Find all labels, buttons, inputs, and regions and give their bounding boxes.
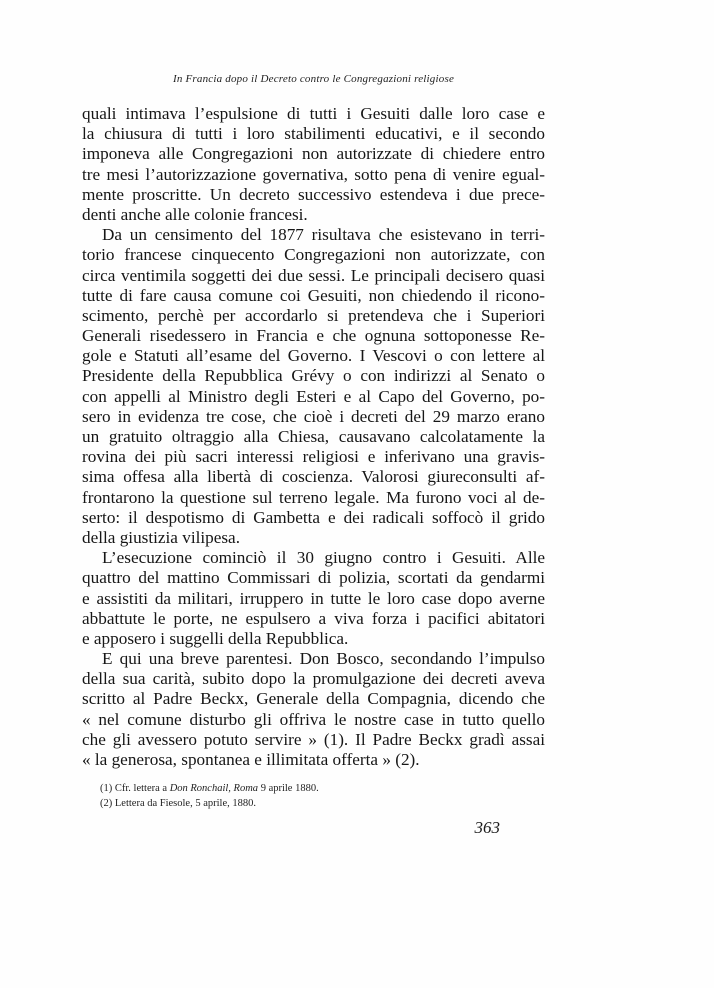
footnotes [100, 781, 520, 811]
text-line: E qui una breve parentesi. Don Bosco, secondando l’impulso [102, 649, 545, 669]
text-line: abbattute le porte, ne espulsero a viva forza i pacifici abitatori [82, 608, 545, 628]
text-line: con appelli al Ministro degli Esteri e al Capo del Governo, po- [82, 386, 545, 406]
text-line: della sua carità, subito dopo la promulgazione dei decreti aveva [82, 669, 545, 689]
text-line: e apposero i suggelli della Repubblica. [82, 628, 349, 648]
text-line: scritto al Padre Beckx, Generale della Compagnia, dicendo che [82, 689, 545, 709]
footnote-text-end: 9 aprile 1880. [258, 783, 319, 794]
text-line: Generali risedessero in Francia e che ognuna sottoponesse Re- [82, 326, 545, 346]
text-line: e assistiti da militari, irruppero in tutte le loro case dopo averne [82, 588, 545, 608]
footnote-text: Lettera da Fiesole, 5 aprile, 1880. [114, 798, 256, 809]
text-line: sero in evidenza tre cose, che cioè i decreti del 29 marzo erano [82, 406, 545, 426]
text-line: « nel comune disturbo gli offriva le nostre case in tutto quello [82, 709, 545, 729]
text-line: Da un censimento del 1877 risultava che esistevano in terri- [102, 225, 545, 245]
text-line: serto: il despotismo di Gambetta e dei radicali soffocò il grido [82, 507, 545, 527]
footnote-text: Cfr. lettera a [114, 783, 170, 794]
text-line: tutte di fare causa comune coi Gesuiti, non chiedendo il ricono- [82, 285, 545, 305]
text-line: quattro del mattino Commissari di polizia, scortati da gendarmi [82, 568, 545, 588]
text-line: torio francese cinquecento Congregazioni non autorizzate, con [82, 245, 545, 265]
text-line: frontarono la questione sul terreno legale. Ma furono voci al de- [82, 487, 545, 507]
text-line: un gratuito oltraggio alla Chiesa, causavano calcolatamente la [82, 427, 545, 446]
text-line: la chiusura di tutti i loro stabilimenti educativi, e il secondo [82, 124, 545, 144]
text-line: che gli avessero potuto servire » (1). Il Padre Beckx gradì assai [82, 729, 545, 749]
page-number: 363 [474, 818, 500, 837]
text-line: circa ventimila soggetti dei due sessi. Le principali decisero quasi [82, 265, 545, 285]
text-line: sima offesa alla libertà di coscienza. Valorosi giureconsulti af- [82, 467, 545, 487]
body-text [82, 104, 545, 770]
footnote-italic: Don Ronchail, Roma [169, 783, 259, 794]
text-line: tre mesi l’autorizzazione governativa, sotto pena di venire egual- [82, 164, 545, 184]
text-line: rovina dei più sacri interessi religiosi e inferivano una gravis- [82, 447, 545, 467]
text-line: Presidente della Repubblica Grévy o con indirizzi al Senato o [82, 366, 545, 386]
footnote-marker: (1) [100, 783, 113, 794]
footnote-2 [100, 796, 520, 811]
text-line: scimento, perchè per accordarlo si pretendeva che i Superiori [82, 305, 545, 325]
running-head: In Francia dopo il Decreto contro le Congregazioni religiose [172, 73, 455, 85]
text-line: gole e Statuti all’esame del Governo. I Vescovi o con lettere al [82, 346, 545, 366]
text-line: della giustizia vilipesa. [82, 527, 240, 547]
text-line: denti anche alle colonie francesi. [82, 204, 308, 224]
footnote-marker: (2) [100, 798, 113, 809]
text-line: imponeva alle Congregazioni non autorizzate di chiedere entro [82, 144, 545, 164]
text-line: « la generosa, spontanea e illimitata offerta » (2). [82, 750, 420, 769]
text-line: mente proscritte. Un decreto successivo estendeva i due prece- [82, 184, 545, 204]
text-line: L’esecuzione cominciò il 30 giugno contro i Gesuiti. Alle [102, 548, 545, 568]
text-line: quali intimava l’espulsione di tutti i Gesuiti dalle loro case e [82, 104, 545, 123]
footnote-1 [100, 781, 520, 796]
